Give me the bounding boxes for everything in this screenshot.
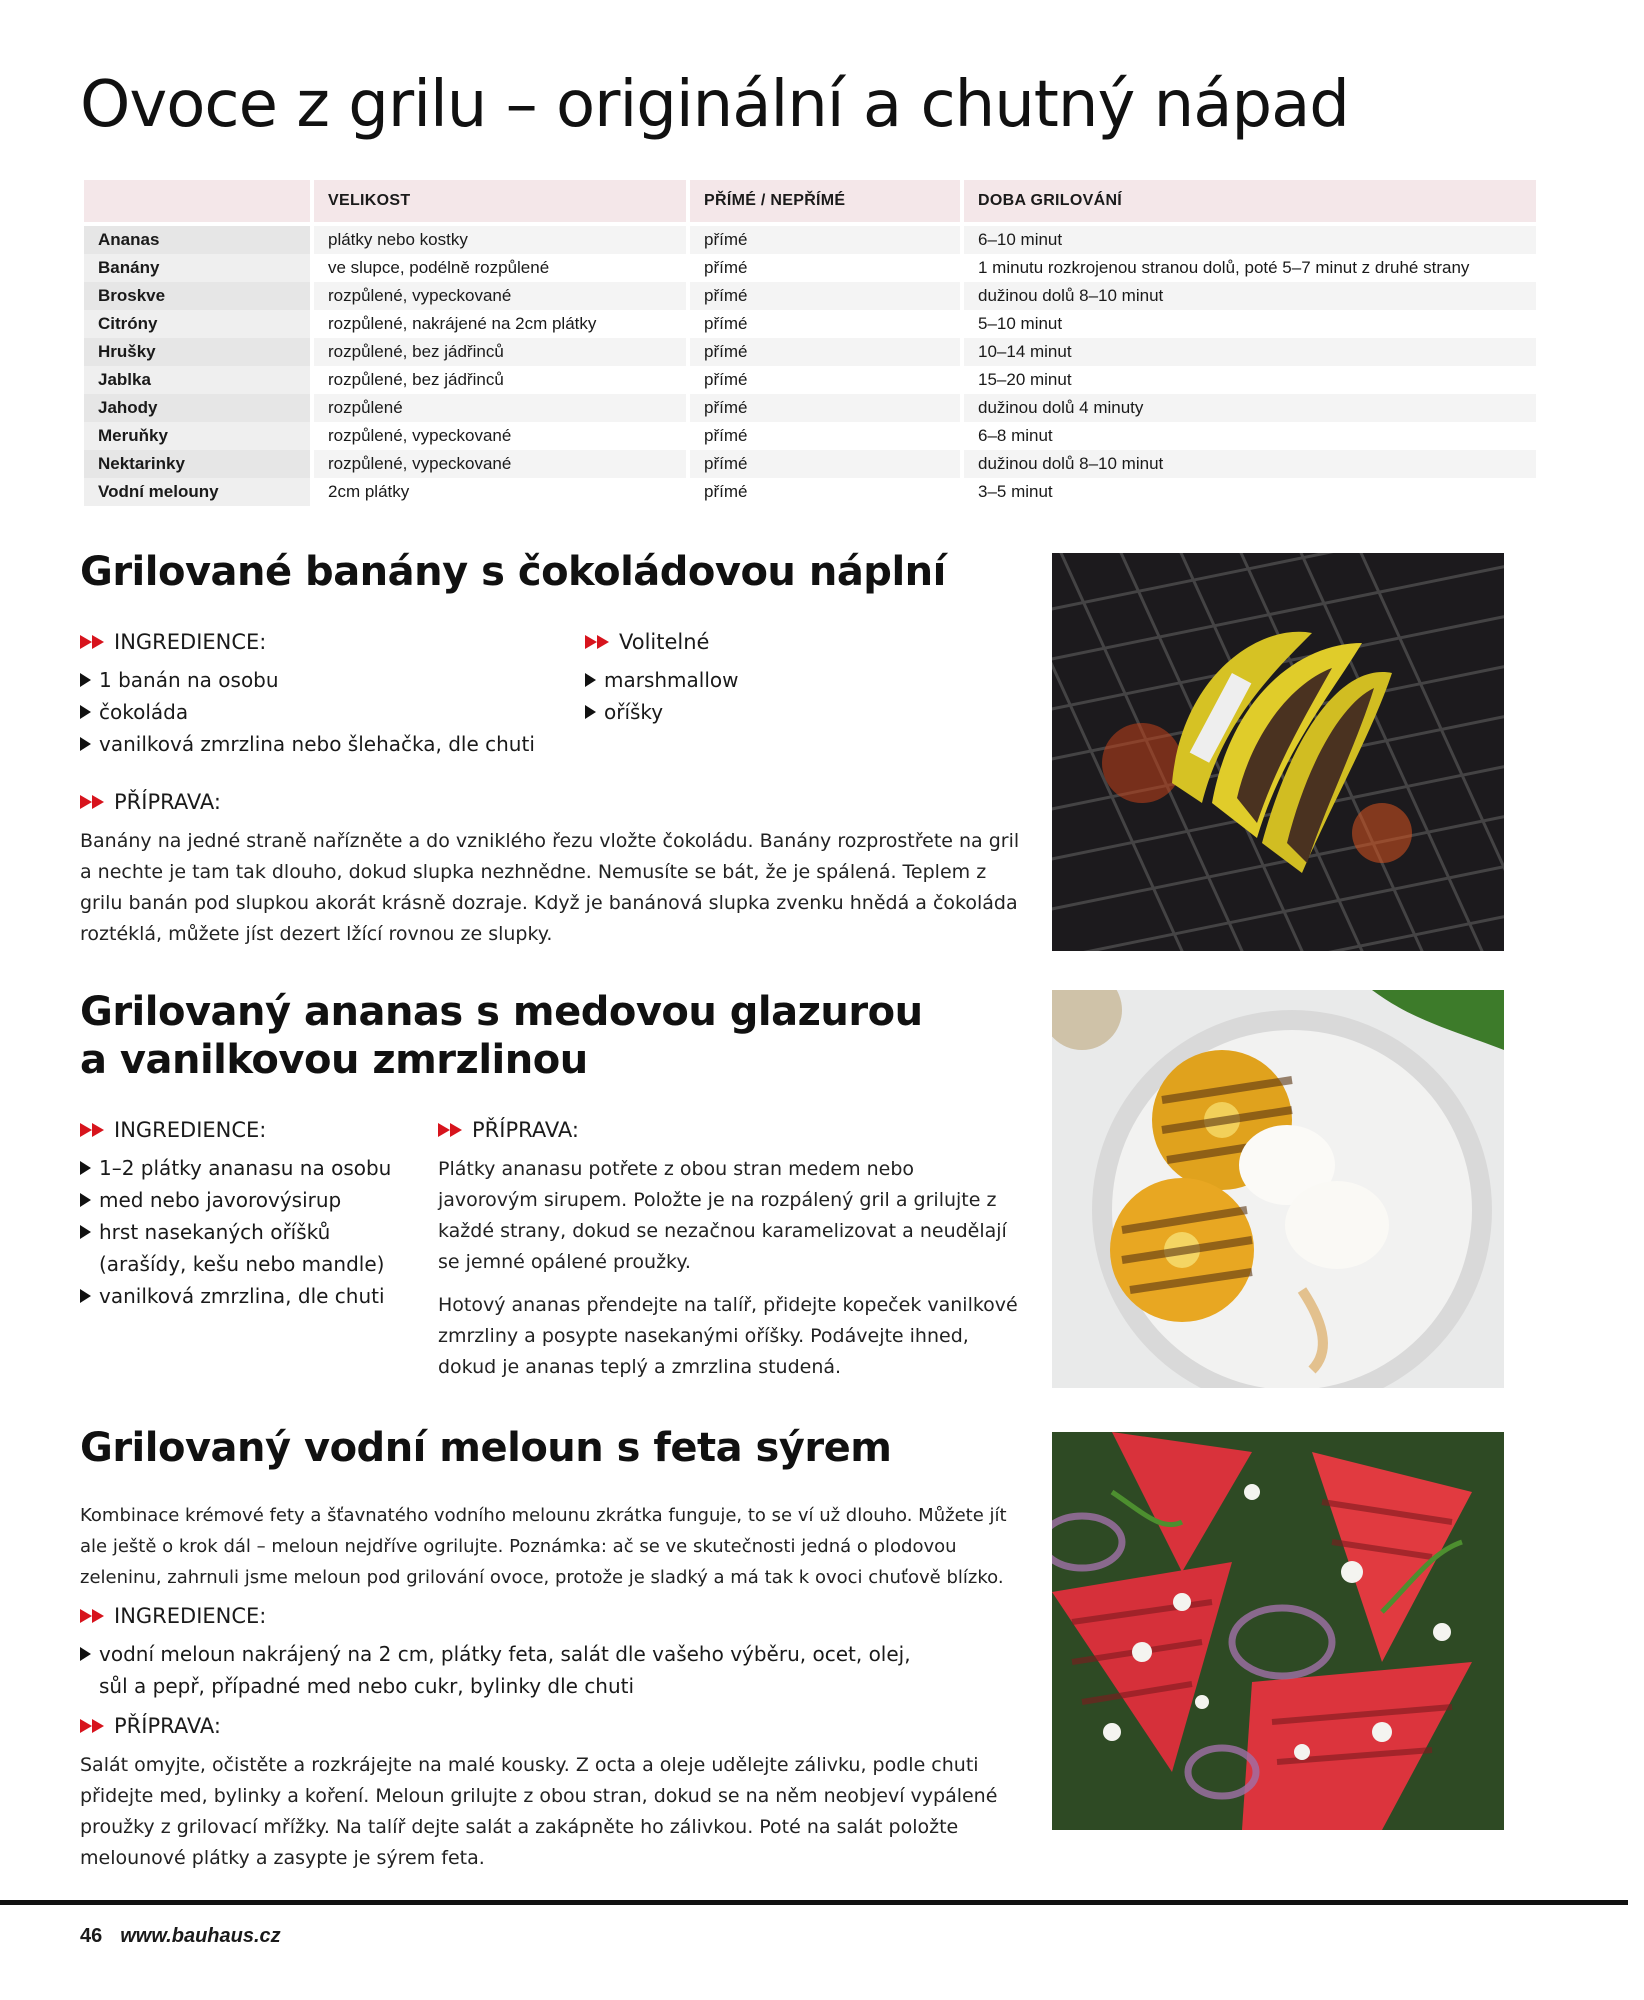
bananas-prep-text: Banány na jedné straně nařízněte a do vzniklého řezu vložte čokoládu. Banány rozprostřete na gril a nechte je tam tak dlouho, dokud slupka nezhnědne. Nemusíte se bát, že je spálená. Teplem z grilu banán pod slupkou akorát krásně dozraje. Když je banánová slupka zvenku hnědá a čokoláda roztéklá, můžete jíst dezert lžící rovnou ze slupky. bbox=[80, 830, 1020, 945]
list-item: vanilková zmrzlina, dle chuti bbox=[80, 1280, 400, 1312]
bananas-ingredients-list bbox=[80, 664, 535, 760]
table-cell: přímé bbox=[690, 226, 960, 254]
table-cell: 10–14 minut bbox=[964, 338, 1536, 366]
table-cell: dužinou dolů 4 minuty bbox=[964, 394, 1536, 422]
bananas-title: Grilované banány s čokoládovou náplní bbox=[80, 549, 946, 595]
pineapple-ingredients-label: INGREDIENCE: bbox=[80, 1118, 266, 1142]
table-cell: 3–5 minut bbox=[964, 478, 1536, 506]
bullet-arrow-icon bbox=[585, 673, 596, 687]
bananas-prep-label: PŘÍPRAVA: bbox=[80, 790, 221, 814]
table-cell: rozpůlené, vypeckované bbox=[314, 282, 686, 310]
list-item: oříšky bbox=[585, 696, 739, 728]
table-row bbox=[84, 310, 1536, 338]
bullet-arrow-icon bbox=[80, 673, 91, 687]
table-row bbox=[84, 282, 1536, 310]
table-row bbox=[84, 450, 1536, 478]
table-header bbox=[84, 180, 310, 226]
bullet-arrow-icon bbox=[80, 1161, 91, 1175]
fruit-name-cell: Citróny bbox=[84, 310, 310, 338]
melon-title: Grilovaný vodní meloun s feta sýrem bbox=[80, 1425, 892, 1471]
grilling-table bbox=[80, 180, 1540, 506]
table-cell: rozpůlené bbox=[314, 394, 686, 422]
bananas-ingredients-label: INGREDIENCE: bbox=[80, 630, 266, 654]
list-item: med nebo javorovýsirup bbox=[80, 1184, 400, 1216]
pineapple-title-line1: Grilovaný ananas s medovou glazurou bbox=[80, 989, 923, 1035]
table-cell: rozpůlené, bez jádřinců bbox=[314, 338, 686, 366]
bullet-arrow-icon bbox=[585, 705, 596, 719]
double-arrow-icon bbox=[438, 1123, 464, 1137]
table-row bbox=[84, 226, 1536, 254]
table-header-row bbox=[84, 180, 1536, 226]
bananas-optional-label: Volitelné bbox=[585, 630, 709, 654]
table-cell: přímé bbox=[690, 394, 960, 422]
melon-ingredients-label: INGREDIENCE: bbox=[80, 1604, 266, 1628]
page-number: 46 bbox=[80, 1925, 103, 1947]
bullet-arrow-icon bbox=[80, 1225, 91, 1239]
table-row bbox=[84, 394, 1536, 422]
grilled-bananas-photo bbox=[1052, 553, 1504, 951]
table-row bbox=[84, 254, 1536, 282]
double-arrow-icon bbox=[80, 1609, 106, 1623]
list-item: vanilková zmrzlina nebo šlehačka, dle chuti bbox=[80, 728, 535, 760]
table-cell: rozpůlené, bez jádřinců bbox=[314, 366, 686, 394]
double-arrow-icon bbox=[80, 795, 106, 809]
fruit-name-cell: Hrušky bbox=[84, 338, 310, 366]
table-cell: ve slupce, podélně rozpůlené bbox=[314, 254, 686, 282]
pineapple-ingredients-list bbox=[80, 1152, 400, 1312]
fruit-name-cell: Jahody bbox=[84, 394, 310, 422]
grilled-pineapple-photo bbox=[1052, 990, 1504, 1388]
table-cell: přímé bbox=[690, 338, 960, 366]
table-header: VELIKOST bbox=[314, 180, 686, 226]
double-arrow-icon bbox=[80, 1719, 106, 1733]
table-cell: rozpůlené, vypeckované bbox=[314, 450, 686, 478]
double-arrow-icon bbox=[585, 635, 611, 649]
table-cell: 5–10 minut bbox=[964, 310, 1536, 338]
table-row bbox=[84, 338, 1536, 366]
table-cell: plátky nebo kostky bbox=[314, 226, 686, 254]
table-cell: 15–20 minut bbox=[964, 366, 1536, 394]
table-cell: přímé bbox=[690, 254, 960, 282]
table-cell: 1 minutu rozkrojenou stranou dolů, poté 5–7 minut z druhé strany bbox=[964, 254, 1536, 282]
table-row bbox=[84, 422, 1536, 450]
list-item: vodní meloun nakrájený na 2 cm, plátky feta, salát dle vašeho výběru, ocet, olej, sůl a pepř, případné med nebo cukr, bylinky dle chuti bbox=[80, 1638, 940, 1702]
fruit-name-cell: Nektarinky bbox=[84, 450, 310, 478]
list-item: 1 banán na osobu bbox=[80, 664, 535, 696]
list-item: hrst nasekaných oříšků (arašídy, kešu nebo mandle) bbox=[80, 1216, 400, 1280]
footer bbox=[80, 1925, 281, 1948]
page-title: Ovoce z grilu – originální a chutný nápad bbox=[80, 68, 1349, 142]
table-header: DOBA GRILOVÁNÍ bbox=[964, 180, 1536, 226]
table-cell: přímé bbox=[690, 282, 960, 310]
grilled-watermelon-photo bbox=[1052, 1432, 1504, 1830]
melon-ingredients-list bbox=[80, 1638, 940, 1702]
melon-prep-label: PŘÍPRAVA: bbox=[80, 1714, 221, 1738]
bullet-arrow-icon bbox=[80, 1193, 91, 1207]
table-cell: přímé bbox=[690, 310, 960, 338]
bullet-arrow-icon bbox=[80, 1289, 91, 1303]
melon-prep-text: Salát omyjte, očistěte a rozkrájejte na malé kousky. Z octa a oleje udělejte zálivku, podle chuti přidejte med, bylinky a koření. Meloun grilujte z obou stran, dokud se na něm neobjeví vypálené proužky z grilovací mřížky. Na talíř dejte salát a zakápněte ho zálivkou. Poté na salát položte melounové plátky a zasypte je sýrem feta. bbox=[80, 1754, 998, 1869]
fruit-name-cell: Banány bbox=[84, 254, 310, 282]
double-arrow-icon bbox=[80, 635, 106, 649]
list-item: čokoláda bbox=[80, 696, 535, 728]
list-item: marshmallow bbox=[585, 664, 739, 696]
bananas-optional-list bbox=[585, 664, 739, 728]
melon-intro-text: Kombinace krémové fety a šťavnatého vodního melounu zkrátka funguje, to se ví už dlouho. Můžete jít ale ještě o krok dál – meloun nejdříve ogrilujte. Poznámka: ač se ve skutečnosti jedná o plodovou zeleninu, zahrnuli jsme meloun pod grilování ovoce, protože je sladký a má tak k ovoci chuťově blízko. bbox=[80, 1505, 1007, 1588]
table-cell: dužinou dolů 8–10 minut bbox=[964, 282, 1536, 310]
table-row bbox=[84, 478, 1536, 506]
table-cell: rozpůlené, vypeckované bbox=[314, 422, 686, 450]
table-cell: přímé bbox=[690, 478, 960, 506]
fruit-name-cell: Meruňky bbox=[84, 422, 310, 450]
table-cell: dužinou dolů 8–10 minut bbox=[964, 450, 1536, 478]
table-cell: přímé bbox=[690, 422, 960, 450]
table-cell: přímé bbox=[690, 366, 960, 394]
table-cell: 6–10 minut bbox=[964, 226, 1536, 254]
bullet-arrow-icon bbox=[80, 737, 91, 751]
fruit-name-cell: Vodní melouny bbox=[84, 478, 310, 506]
pineapple-prep-text-2: Hotový ananas přendejte na talíř, přidejte kopeček vanilkové zmrzliny a posypte nasekanými oříšky. Podávejte ihned, dokud je ananas teplý a zmrzlina studená. bbox=[438, 1294, 1018, 1378]
table-cell: rozpůlené, nakrájené na 2cm plátky bbox=[314, 310, 686, 338]
fruit-name-cell: Jablka bbox=[84, 366, 310, 394]
website-link[interactable]: www.bauhaus.cz bbox=[120, 1925, 281, 1947]
pineapple-prep-label: PŘÍPRAVA: bbox=[438, 1118, 579, 1142]
fruit-name-cell: Broskve bbox=[84, 282, 310, 310]
fruit-name-cell: Ananas bbox=[84, 226, 310, 254]
table-header: PŘÍMÉ / NEPŘÍMÉ bbox=[690, 180, 960, 226]
table-cell: 6–8 minut bbox=[964, 422, 1536, 450]
table-cell: 2cm plátky bbox=[314, 478, 686, 506]
double-arrow-icon bbox=[80, 1123, 106, 1137]
bullet-arrow-icon bbox=[80, 1647, 91, 1661]
list-item: 1–2 plátky ananasu na osobu bbox=[80, 1152, 400, 1184]
table-cell: přímé bbox=[690, 450, 960, 478]
table-row bbox=[84, 366, 1536, 394]
pineapple-title-line2: a vanilkovou zmrzlinou bbox=[80, 1037, 588, 1083]
bullet-arrow-icon bbox=[80, 705, 91, 719]
pineapple-prep-text-1: Plátky ananasu potřete z obou stran medem nebo javorovým sirupem. Položte je na rozpálený gril a grilujte z každé strany, dokud se nezačnou karamelizovat a neudělají se jemné opálené proužky. bbox=[438, 1158, 1007, 1273]
footer-divider bbox=[0, 1900, 1628, 1905]
